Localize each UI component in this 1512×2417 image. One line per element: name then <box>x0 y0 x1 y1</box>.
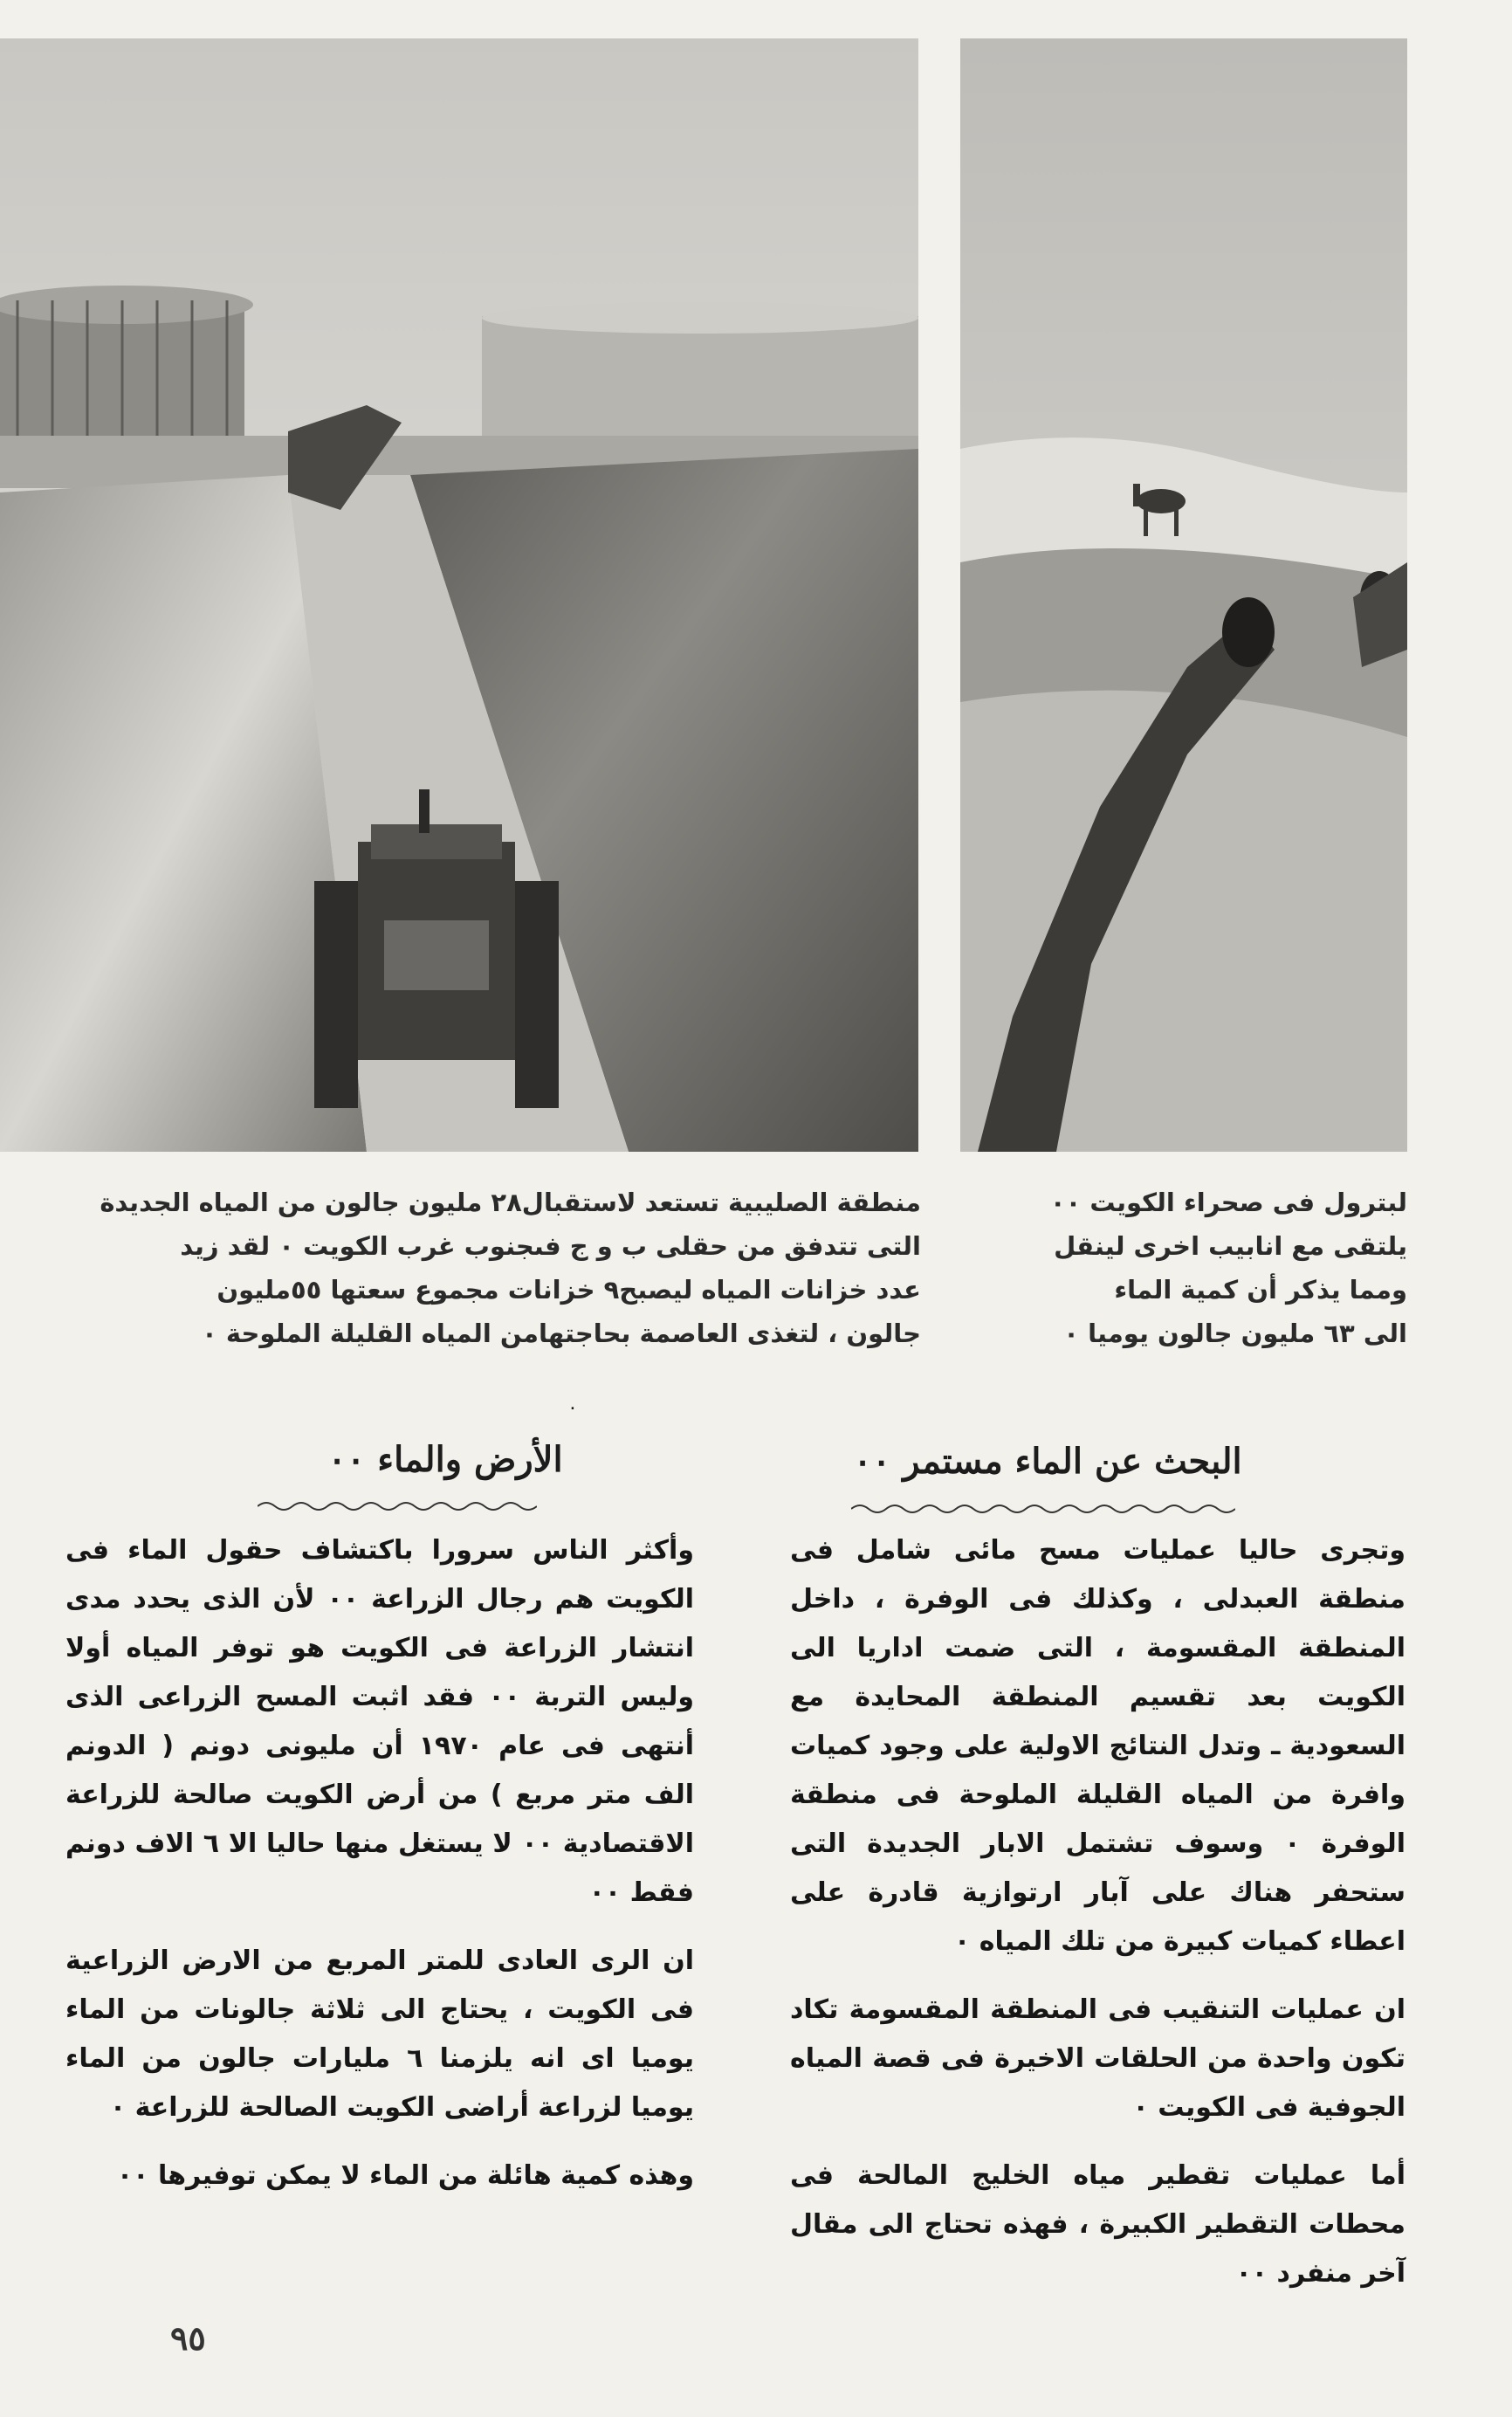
section-heading-search-for-water: البحث عن الماء مستمر ٠٠ <box>853 1441 1242 1482</box>
stray-mark: ٠ <box>567 1397 578 1419</box>
section-heading-land-and-water: الأرض والماء ٠٠ <box>327 1439 563 1480</box>
caption-line: يلتقى مع انابيب اخرى لينقل <box>1054 1231 1407 1261</box>
heading-underline <box>258 1499 537 1513</box>
caption-line: عدد خزانات المياه ليصبح٩ خزانات مجموع سعتها ٥٥مليون <box>216 1275 921 1305</box>
article-column-left <box>65 1526 694 2220</box>
paragraph: وتجرى حاليا عمليات مسح مائى شامل فى منطقة العبدلى ، وكذلك فى الوفرة ، داخل المنطقة المقسومة ، التى ضمت اداريا الى الكويت بعد تقسيم المنطقة المحايدة مع السعودية ـ وتدل النتائج الاولية على وجود كميات وافرة من المياه القليلة الملوحة فى منطقة الوفرة ٠ وسوف تشتمل الابار الجديدة التى ستحفر هناك على آبار ارتوازية قادرة على اعطاء كميات كبيرة من تلك المياه ٠ <box>790 1535 1405 1957</box>
caption-left <box>83 1181 921 1355</box>
photo-trench-bulldozer <box>0 38 918 1152</box>
pipeline-desert-image <box>960 38 1407 1152</box>
paragraph: وهذه كمية هائلة من الماء لا يمكن توفيرها ٠٠ <box>116 2160 694 2191</box>
caption-line: جالون ، لتغذى العاصمة بحاجتهامن المياه القليلة الملوحة ٠ <box>202 1319 921 1348</box>
caption-right <box>1006 1181 1407 1355</box>
paragraph: أما عمليات تقطير مياه الخليج المالحة فى محطات التقطير الكبيرة ، فهذه تحتاج الى مقال آخر منفرد ٠٠ <box>790 2160 1405 2289</box>
caption-line: التى تتدفق من حقلى ب و ج فىجنوب غرب الكويت ٠ لقد زيد <box>180 1231 921 1261</box>
caption-line: لبترول فى صحراء الكويت ٠٠ <box>1049 1188 1407 1217</box>
article-column-right <box>790 1526 1405 2317</box>
paragraph: ان عمليات التنقيب فى المنطقة المقسومة تكاد تكون واحدة من الحلقات الاخيرة فى قصة المياه الجوفية فى الكويت ٠ <box>790 1994 1405 2123</box>
paragraph: ان الرى العادى للمتر المربع من الارض الزراعية فى الكويت ، يحتاج الى ثلاثة جالونات من الماء يوميا اى انه يلزمنا ٦ مليارات جالون من الماء يوميا لزراعة أراضى الكويت الصالحة للزراعة ٠ <box>65 1945 694 2123</box>
page-number: ٩٥ <box>170 2318 206 2358</box>
photo-pipeline-desert <box>960 38 1407 1152</box>
heading-underline <box>851 1502 1235 1516</box>
caption-line: ومما يذكر أن كمية الماء <box>1114 1275 1407 1305</box>
caption-line: الى ٦٣ مليون جالون يوميا ٠ <box>1063 1319 1407 1348</box>
caption-line: منطقة الصليبية تستعد لاستقبال٢٨ مليون جالون من المياه الجديدة <box>100 1188 921 1217</box>
paragraph: وأكثر الناس سرورا باكتشاف حقول الماء فى الكويت هم رجال الزراعة ٠٠ لأن الذى يحدد مدى انتشار الزراعة فى الكويت هو توفر المياه أولا وليس التربة ٠٠ فقد اثبت المسح الزراعى الذى أنتهى فى عام ١٩٧٠ أن مليونى دونم ( الدونم الف متر مربع ) من أرض الكويت صالحة للزراعة الاقتصادية ٠٠ لا يستغل منها حاليا الا ٦ الاف دونم فقط ٠٠ <box>65 1535 694 1908</box>
trench-bulldozer-image <box>0 38 918 1152</box>
